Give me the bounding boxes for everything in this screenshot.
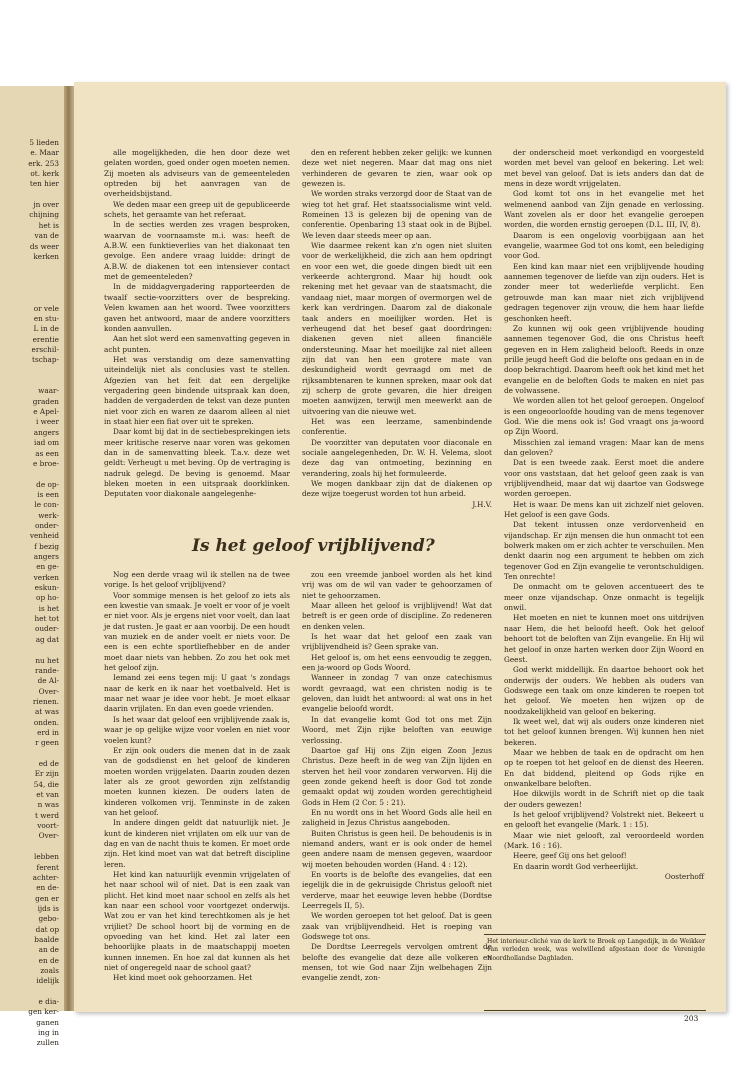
left-page-text-fragment: n was [37,800,59,810]
left-page-text-fragment: 54, die [33,779,59,789]
left-page-text-fragment: baalde [34,934,59,944]
left-page-text-fragment: op ho- [36,593,59,603]
paragraph: zou een vreemde janboel worden als het kind vrij was om de wil van vader te gehoorzamen of niet te gehoorzamen. [302,570,492,600]
left-page-text-fragment: tschap- [32,355,59,365]
paragraph: En daarin wordt God verheerlijkt. [513,861,639,871]
left-page-text-fragment: de Al- [37,676,59,686]
left-page-text-fragment: L in de [33,324,59,334]
left-page-text-fragment: ing in [37,1028,59,1038]
left-page-text-fragment: werk- [38,510,59,520]
left-page-text-fragment: lebben [33,852,59,862]
paragraph: Het was een leerzame, samenbindende conferentie. [302,416,492,437]
left-page-text-fragment: r geen [35,738,59,748]
left-page-text-fragment: 5 lieden [29,138,59,147]
left-page-text-fragment: het tot [34,614,59,624]
article-heading: Is het geloof vrijblijvend? [192,536,435,556]
left-page-text-fragment: as een [35,448,59,458]
paragraph: den en referent hebben zeker gelijk: we kunnen deze wet niet negeren. Maar dat mag ons niet verhinderen de gevaren te zien, waar ook op gewezen is. [302,148,492,189]
article-body-column-3 [504,148,704,904]
paragraph: Is het waar dat geloof een vrijblijvende zaak is, waar je op gelijke wijze voor voelen en niet voor voelen kunt? [104,714,290,745]
left-page-text-fragment: ag dat [35,634,59,644]
paragraph: Daarom is een ongelovig voorbijgaan aan het evangelie, waarmee God tot ons komt, een belediging voor God. [504,230,704,261]
article-body-column-2 [302,570,492,996]
paragraph: Maar wie niet gelooft, zal veroordeeld worden (Mark. 16 : 16). [504,830,704,851]
paragraph: We worden geroepen tot het geloof. Dat is geen zaak van vrijblijvendheid. Het is roeping van Godswege tot ons. [302,911,492,942]
left-page-text-fragment: jn over [33,200,59,210]
left-page-text-fragment: onder- [34,520,59,530]
paragraph: Iemand zei eens tegen mij: U gaat 's zondags naar de kerk en ik naar het voetbalveld. Het is maar net waar je idee voor hebt. Je moet elkaar daarin vrijlaten. En dan even goede vrienden. [104,673,290,714]
left-page-text-fragment: van de [34,231,59,241]
paragraph: Is het geloof vrijblijvend? Volstrekt niet. Bekeert u en gelooft het evangelie (Mark. 1 : 15). [504,810,704,830]
left-page-text-fragment: erschil- [31,345,59,354]
article-column-1 [104,148,290,499]
author-signature: Oosterhoff [664,872,704,882]
paragraph: In de secties werden zes vragen besproken, waarvan de voornaamste m.i. was: heeft de A.B.W. een funktieverlies van het diakonaat ten gevolge. Een andere vraag luidde: dringt de A.B.W. de diakenen tot een intensiever contact met de gemeenteleden? [104,220,290,282]
left-page-text-fragment: en stu- [33,313,59,323]
left-page-text-fragment: ganen [36,1017,59,1027]
paragraph: We mogen dankbaar zijn dat de diakenen op deze wijze toegerust worden tot hun arbeid. [302,479,492,499]
paragraph: Hoe dikwijls wordt in de Schrift niet op die taak der ouders gewezen! [504,789,704,809]
left-page-text-fragment: voort- [37,821,59,831]
left-page-text-fragment: i weer [35,417,59,427]
left-page-text-fragment: ds weer [29,241,59,251]
page-number: 203 [684,1014,699,1023]
book-gutter [64,86,74,1011]
paragraph: God werkt middellijk. En daartoe behoort ook het onderwijs der ouders. We hebben als ouders van Godswege een taak om onze kinderen te roepen tot het geloof. We moeten hen wijzen op de noodzakelijkheid van geloof en bekering. [504,665,704,716]
left-page-text-fragment: rienen. [32,696,59,706]
paragraph: God komt tot ons in het evangelie met het welmenend aanbod van Zijn genade en verlossing. Want zovelen als er door het evangelie geroepen worden, die worden ernstig geroepen (D.L. III, IV, 8). [504,189,704,230]
left-page-text-fragment: ten hier [29,179,59,189]
left-page-text-fragment: an de [38,945,59,955]
paragraph: In dat evangelie komt God tot ons met Zijn Woord, met Zijn rijke beloften van eeuwige verlossing. [302,714,492,745]
left-page-text-fragment: het is [38,220,59,230]
left-page-text-fragment: f bezig [34,541,59,551]
paragraph: Daartoe gaf Hij ons Zijn eigen Zoon Jezus Christus. Deze heeft in de weg van Zijn lijden en sterven het heil voor zondaren verworven. Hij die geen zonde gekend heeft is door God tot zonde gemaakt opdat wij zouden worden gerechtigheid Gods in Hem (2 Cor. 5 : 21). [302,745,492,807]
left-page-text-fragment: e broe- [33,458,59,468]
paragraph: Wie daarmee rekent kan z'n ogen niet sluiten voor de werkelijkheid, die zich aan hem opdringt en voor een wet, die goede dingen biedt uit een verkeerde achtergrond. Maar hij houdt ook rekening met het gevaar van de staatsmacht, die vandaag niet, maar morgen of overmorgen wel de kerk kan verdringen. Daarom zal de diakonale taak anders en moeilijker worden. Het is verheugend dat het besef gaat doordringen: diakenen geven niet alleen financiële ondersteuning. Maar het moeilijke zal niet alleen zijn dat van hen een grotere mate van deskundigheid wordt gevraagd om met de rijksambtenaren te kunnen spreken, maar ook dat zij scherp de grote gevaren, die hier dreigen moeten aanwijzen, terwijl men meewerkt aan de uitvoering van die nieuwe wet. [302,241,492,416]
left-page-text-fragment: et van [36,790,59,800]
left-page-text-fragment: erk. 253 [28,158,59,168]
paragraph: Een kind kan maar niet een vrijblijvende houding aannemen tegenover de liefde van zijn ouders. Het is zonder meer tot wederliefde verplicht. Een getrouwde man kan maar niet zich vrijblijvend gedragen tegenover zijn vrouw, die hem haar liefde geschonken heeft. [504,261,704,323]
left-page-text-fragment: en de- [36,883,59,893]
left-page-text-fragment: is het [38,603,59,613]
left-page-text-fragment: zullen [36,1038,59,1048]
left-page-text-fragment: ijds is [37,903,59,913]
paragraph: De onmacht om te geloven accentueert des te meer onze vijandschap. Onze onmacht is tegelijk onwil. [504,582,704,613]
paragraph: In de middagvergadering rapporteerden de twaalf sectie-voorzitters over de bespreking. Velen kwamen aan het woord. Twee voorzitters gaven het antwoord, maar de andere voorzitters konden aanvullen. [104,282,290,333]
left-page-text-fragment: achter- [32,872,59,882]
left-page-text-fragment: le con- [34,500,59,510]
magazine-page [74,82,726,1023]
left-page-text-fragment: gebo- [38,914,59,924]
left-page-text-fragment: Er zijn [34,769,59,779]
left-page-text-fragment: zoals [40,966,59,975]
left-page-text-fragment: e. Maar [30,148,59,158]
paragraph: Buiten Christus is geen heil. De behoudenis is in niemand anders, want er is ook onder de hemel geen andere naam de mensen gegeven, waardoor wij moeten behouden worden (Hand. 4 : 12). [302,828,492,869]
author-signature: J.H.V. [472,499,492,509]
article-body-column-1 [104,570,290,996]
left-page-text-fragment: Over- [38,831,59,841]
paragraph: der onderscheid moet verkondigd en voorgesteld worden met bevel van geloof en bekering. Let wel: met bevel van geloof. Dat is iets anders dan dat de mens in deze wordt vrijgelaten. [504,148,704,189]
left-page-text-fragment: nu het [35,655,59,665]
left-page-text-fragment: chijning [29,210,59,220]
paragraph: Maar we hebben de taak en de opdracht om hen op te roepen tot het geloof en de dienst des Heeren. En dat biddend, pleitend op Gods rijke en onwankelbare beloften. [504,747,704,788]
left-page-text-fragment: erentie [32,334,59,344]
article-column-2 [302,148,492,509]
paragraph: alle mogelijkheden, die hen door deze wet gelaten worden, goed onder ogen moeten nemen. Zij moeten als adviseurs van de gemeenteleden optreden bij het aanvragen van de overheidsbijstand. [104,148,290,199]
left-page-fragment [0,86,65,1048]
left-page-text-fragment: erd in [37,727,59,737]
paragraph: Het moeten en niet te kunnen moet ons uitdrijven naar Hem, die het beloofd heeft. Ook het geloof behoort tot de beloften van Zijn evangelie. En Hij wil het geloof in onze harten werken door Zijn Woord en Geest. [504,613,704,664]
left-page-text-fragment: waar- [38,386,59,396]
left-page-text-fragment: kerken [33,251,59,261]
paragraph: Zo kunnen wij ook geen vrijblijvende houding aannemen tegenover God, die ons Christus heeft gegeven en in Hem zaligheid belooft. Reeds in onze prille jeugd heeft God die belofte ons gedaan en in de doop bekrachtigd. Daarom heeft ook het kind met het evangelie en de beloften Gods te maken en niet pas de volwassene. [504,323,704,395]
paragraph: Wanneer in zondag 7 van onze catechismus wordt gevraagd, wat een christen nodig is te geloven, dan luidt het antwoord: al wat ons in het evangelie beloofd wordt. [302,673,492,714]
left-page-text-fragment: e dia- [38,997,59,1007]
paragraph: Is het waar dat het geloof een zaak van vrijblijvendheid is? Geen sprake van. [302,632,492,652]
left-page-text-fragment: en de [38,955,59,965]
left-page-text-fragment: de op- [36,479,59,489]
paragraph: Het kind kan natuurlijk evenmin vrijgelaten of het naar school wil of niet. Dat is een zaak van plicht. Het kind moet naar school en zelfs als het kan naar een school voor voortgezet onderwijs. Wat zou er van het kind terechtkomen als je het vrijliet? De school hoort bij de vorming en de opvoeding van het kind. Het zal later een behoorlijke plaats in de maatschappij moeten kunnen innemen. En hoe zal dat kunnen als het niet of ongeregeld naar de school gaat? [104,869,290,973]
paragraph: Dat is een tweede zaak. Eerst moet die andere voor ons vaststaan, dat het geloof geen zaak is van vrijblijvendheid, maar dat wij daartoe van Godswege worden geroepen. [504,458,704,499]
left-page-text-fragment: ferent [36,862,59,872]
left-page-text-fragment: en ge- [36,562,59,572]
left-page-text-fragment: gen ker- [28,1007,59,1017]
left-page-text-fragment: t werd [35,810,59,820]
paragraph: Het is waar. De mens kan uit zichzelf niet geloven. Het geloof is een gave Gods. [504,499,704,520]
left-page-text-fragment: rande- [35,665,59,675]
paragraph: Voor sommige mensen is het geloof zo iets als een kwestie van smaak. Je voelt er voor of je voelt er niet voor. Als je ergens niet voor voelt, dan laat je dat rusten. Je gaat er aan voorbij. De een houdt van muziek en de ander voelt er niets voor. De een is een echte sportliefhebber en de ander moet daar niets van hebben. Zo zou het ook met het geloof zijn. [104,590,290,673]
paragraph: Het was verstandig om deze samenvatting uiteindelijk niet als conclusies vast te stellen. Afgezien van het feit dat een dergelijke vergadering geen bindende uitspraak kan doen, hadden de vergaderden de tekst van deze punten niet voor zich en waren ze daarom alleen al niet in staat hier een fiat over uit te spreken. [104,354,290,426]
left-page-text-fragment: idelijk [36,976,59,986]
left-page-text-fragment: onden. [33,717,59,727]
caption-rule [484,934,706,935]
left-page-text-fragment: graden [32,396,59,406]
left-page-text-fragment: dat op [35,924,59,934]
left-page-text-fragment: ed de [38,759,59,768]
paragraph: We worden allen tot het geloof geroepen. Ongeloof is een ongeoorloofde houding van de mens tegenover God. Wie die mens ook is! God vraagt ons ja-woord op Zijn Woord. [504,396,704,437]
left-page-text-fragment: e Apel- [33,407,59,417]
paragraph: Het geloof is, om het eens eenvoudig te zeggen, een ja-woord op Gods Woord. [302,652,492,673]
left-page-text-fragment: iad om [34,438,59,448]
paragraph: Dat tekent intussen onze verdorvenheid en vijandschap. Er zijn mensen die hun onmacht tot een bolwerk maken om er zich achter te verschuilen. Men denkt daarin nog een argument te hebben om zich tegenover God en Zijn evangelie te verontschuldigen. Ten onrechte! [504,520,704,582]
paragraph: De voorzitter van deputaten voor diaconale en sociale aangelegenheden, Dr. W. H. Velema, sloot deze dag van ontmoeting, bezinning en verandering, zoals hij het formuleerde. [302,437,492,478]
paragraph: In andere dingen geldt dat natuurlijk niet. Je kunt de kinderen niet vrijlaten om elk uur van de dag en van de nacht thuis te komen. Er moet orde zijn. Het kind moet van wat dat betreft discipline leren. [104,818,290,869]
paragraph: Er zijn ook ouders die menen dat in de zaak van de godsdienst en het geloof de kinderen moeten worden vrijgelaten. Daarin zouden dezen later als ze groot geworden zijn zelfstandig moeten kunnen kiezen. De ouders laten de kinderen volkomen vrij. Tenminste in de zaken van het geloof. [104,745,290,817]
paragraph: Misschien zal iemand vragen: Maar kan de mens dan geloven? [504,437,704,457]
left-page-text-fragment: is een [37,489,59,499]
left-page-text-fragment: ot. kerk [30,169,59,179]
paragraph: Nog een derde vraag wil ik stellen na de twee vorige. Is het geloof vrijblijvend? [104,570,290,590]
paragraph: Het kind moet ook gehoorzamen. Het [113,973,253,983]
left-page-text-fragment: gen er [35,893,59,903]
paragraph: Ik weet wel, dat wij als ouders onze kinderen niet tot het geloof kunnen brengen. Wij kunnen hen niet bekeren. [504,716,704,747]
paragraph: Maar alleen het geloof is vrijblijvend! Wat dat betreft is er geen orde of discipline. Zo redeneren en denken velen. [302,601,492,631]
left-page-text-fragment: venheid [29,531,59,541]
left-page-text-fragment: Over- [38,686,59,696]
paragraph: Heere, geef Gij ons het geloof! [513,851,627,861]
left-page-text-fragment: at was [35,707,59,717]
left-page-text-fragment: or vele [33,303,59,313]
left-page-text-fragment: ouder- [34,624,59,634]
left-page-text-fragment: angers [33,427,59,437]
left-page-text-fragment: eskun- [34,583,59,593]
paragraph: We worden straks verzorgd door de Staat van de wieg tot het graf. Het staatssocialisme wint veld. Romeinen 13 is gelezen bij de opening van de conferentie. Openbaring 13 staat ook in de Bijbel. We leven daar steeds meer op aan. [302,189,492,240]
paragraph: We deden maar een greep uit de gepubliceerde schets, het geraamte van het referaat. [104,199,290,220]
left-page-text-fragment: angers [33,552,59,561]
paragraph: De Dordtse Leerregels vervolgen omtrent de belofte des evangelie dat deze alle volkeren en mensen, tot wie God naar Zijn welbehagen Zijn evangelie zendt, zon- [302,942,492,983]
left-page-text-fragment: verken [33,572,59,582]
paragraph: En nu wordt ons in het Woord Gods alle heil en zaligheid in Jezus Christus aangeboden. [302,807,492,828]
paragraph: Aan het slot werd een samenvatting gegeven in acht punten. [104,334,290,354]
footer-rule [484,1010,706,1011]
paragraph: En voorts is de belofte des evangelies, dat een iegelijk die in de gekruisigde Christus gelooft niet verderve, maar het eeuwige leven hebbe (Dordtse Leerregels II, 5). [302,869,492,910]
paragraph: Daar komt bij dat in de sectiebesprekingen iets meer kritische reserve naar voren was gekomen dan in de samenvatting bleek. T.a.v. deze wet geldt: Verheugt u met beving. Op de vertraging is nadruk gelegd. De beving is genoemd. Maar bleken moeten in een uitspraak doorklinken. Deputaten voor diakonale aangelegenhe- [104,427,290,499]
photo-credit-caption: Het interieur-cliché van de kerk te Broek op Langedijk, in de Weikker van verleden week, was welwillend afgestaan door de Verenigde Noordhollandse Dagbladen. [487,938,705,962]
